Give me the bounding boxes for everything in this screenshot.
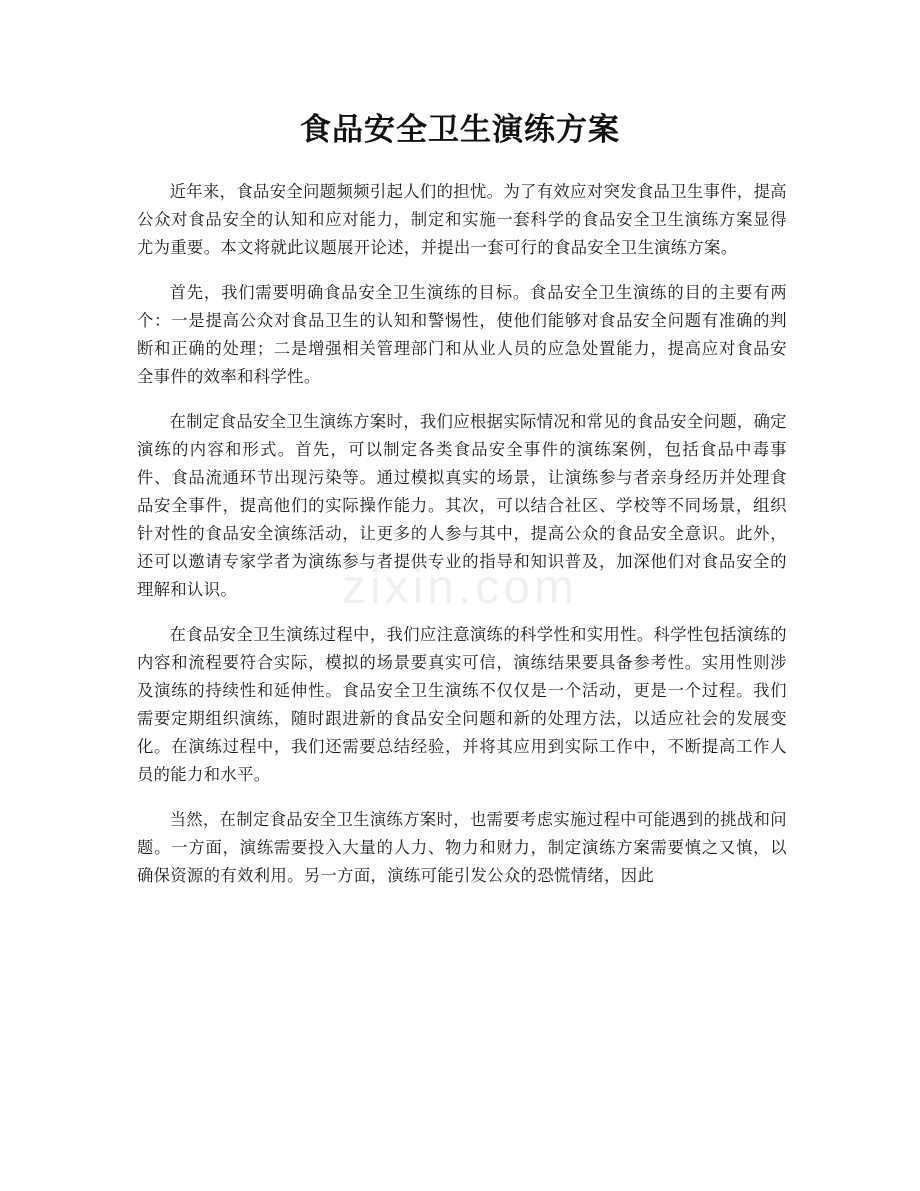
paragraph-content-form: 在制定食品安全卫生演练方案时，我们应根据实际情况和常见的食品安全问题，确定演练的内容和形式。首先，可以制定各类食品安全事件的演练案例，包括食品中毒事件、食品流通环节出现污染等。通过模拟真实的场景，让演练参与者亲身经历并处理食品安全事件，提高他们的实际操作能力。其次，可以结合社区、学校等不同场景，组织针对性的食品安全演练活动，让更多的人参与其中，提高公众的食品安全意识。此外，还可以邀请专家学者为演练参与者提供专业的指导和知识普及，加深他们对食品安全的理解和认识。 — [137, 412, 787, 599]
document-title: 食品安全卫生演练方案 — [300, 112, 620, 148]
paragraph-challenges: 当然，在制定食品安全卫生演练方案时，也需要考虑实施过程中可能遇到的挑战和问题。一方面，演练需要投入大量的人力、物力和财力，制定演练方案需要慎之又慎，以确保资源的有效利用。另一方面，演练可能引发公众的恐慌情绪，因此 — [137, 810, 787, 885]
watermark: zixin.com — [341, 561, 579, 614]
paragraph-science-practicality: 在食品安全卫生演练过程中，我们应注意演练的科学性和实用性。科学性包括演练的内容和流程要符合实际，模拟的场景要真实可信，演练结果要具备参考性。实用性则涉及演练的持续性和延伸性。食品安全卫生演练不仅仅是一个活动，更是一个过程。我们需要定期组织演练，随时跟进新的食品安全问题和新的处理方法，以适应社会的发展变化。在演练过程中，我们还需要总结经验，并将其应用到实际工作中，不断提高工作人员的能力和水平。 — [137, 625, 787, 784]
document-body — [137, 178, 787, 907]
paragraph-goals: 首先，我们需要明确食品安全卫生演练的目标。食品安全卫生演练的目的主要有两个：一是提高公众对食品卫生的认知和警惕性，使他们能够对食品安全问题有准确的判断和正确的处理；二是增强相关管理部门和从业人员的应急处置能力，提高应对食品安全事件的效率和科学性。 — [137, 283, 787, 386]
paragraph-intro: 近年来，食品安全问题频频引起人们的担忧。为了有效应对突发食品卫生事件，提高公众对食品安全的认知和应对能力，制定和实施一套科学的食品安全卫生演练方案显得尤为重要。本文将就此议题展开论述，并提出一套可行的食品安全卫生演练方案。 — [137, 182, 787, 257]
